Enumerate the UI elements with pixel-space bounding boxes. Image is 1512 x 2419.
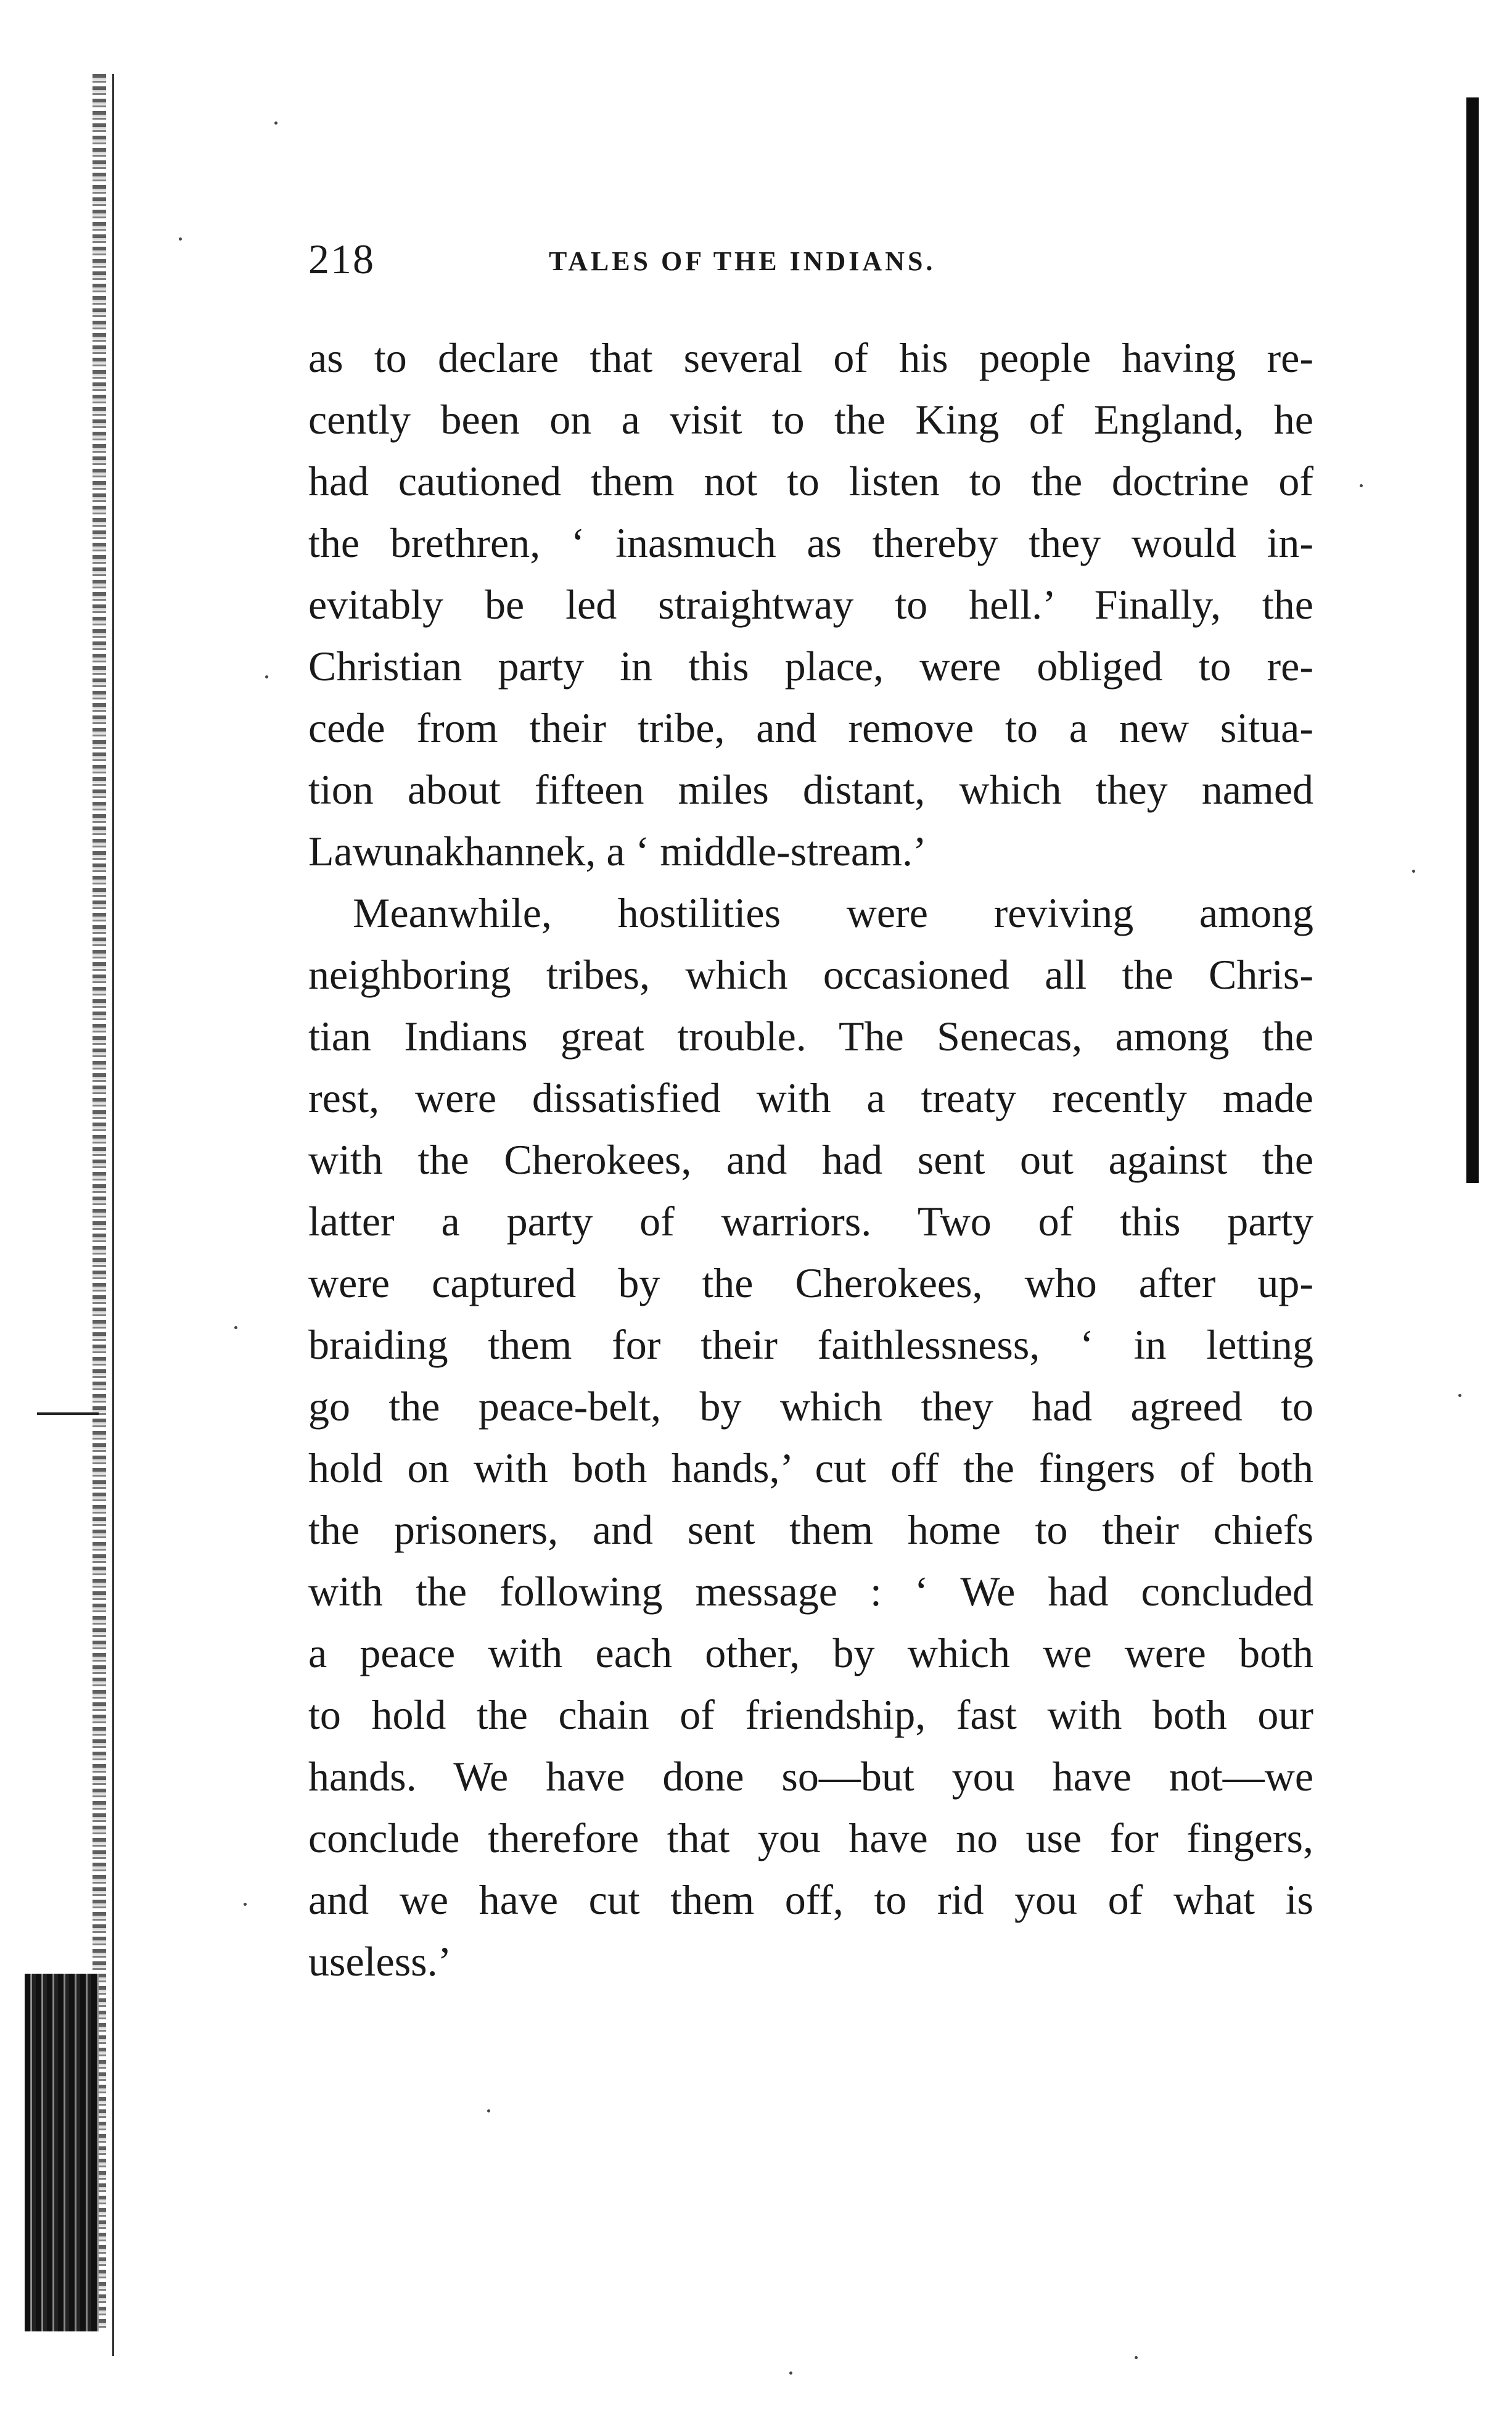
text-line: braiding them for their faithlessness, ‘ in letting: [308, 1321, 1313, 1368]
text-line: with the Cherokees, and had sent out against the: [308, 1136, 1313, 1183]
scan-speck: [1412, 870, 1415, 873]
scan-right-edge-bar: [1466, 97, 1479, 1183]
text-line: latter a party of warriors. Two of this party: [308, 1198, 1313, 1245]
scan-binding-line: [112, 74, 114, 2356]
scan-speck: [1458, 1394, 1461, 1397]
running-head: TALES OF THE INDIANS.: [549, 246, 936, 276]
scan-margin-mark: [37, 1412, 99, 1415]
text-line: had cautioned them not to listen to the doctrine of: [308, 458, 1313, 505]
scan-speck: [244, 1903, 247, 1906]
text-line: Lawunakhannek, a ‘ middle-stream.’: [308, 828, 927, 875]
text-line: conclude therefore that you have no use for fingers,: [308, 1815, 1313, 1861]
text-line: cently been on a visit to the King of England, he: [308, 396, 1313, 443]
text-line: a peace with each other, by which we were both: [308, 1630, 1313, 1676]
scan-binding-shadow: [25, 1974, 99, 2331]
body-text: [308, 327, 1313, 1992]
scan-speck: [1135, 2356, 1138, 2359]
text-line: evitably be led straightway to hell.’ Finally, the: [308, 581, 1313, 628]
text-line: useless.’: [308, 1938, 452, 1985]
page-header: [308, 234, 1320, 284]
paragraph: [308, 882, 1313, 1992]
text-line: the brethren, ‘ inasmuch as thereby they would in-: [308, 519, 1313, 566]
text-line: Christian party in this place, were obliged to re-: [308, 643, 1313, 690]
text-line: Meanwhile, hostilities were reviving among: [353, 889, 1313, 936]
text-line: hands. We have done so—but you have not—we: [308, 1753, 1313, 1800]
text-line: rest, were dissatisfied with a treaty recently made: [308, 1074, 1313, 1121]
text-line: to hold the chain of friendship, fast with both our: [308, 1691, 1313, 1738]
scan-speck: [1360, 484, 1363, 487]
text-line: and we have cut them off, to rid you of what is: [308, 1876, 1313, 1923]
scan-speck: [179, 237, 182, 241]
page-number: 218: [308, 236, 375, 282]
scan-speck: [789, 2372, 792, 2375]
text-line: hold on with both hands,’ cut off the fingers of both: [308, 1444, 1313, 1491]
text-line: go the peace-belt, by which they had agreed to: [308, 1383, 1313, 1430]
scan-speck: [234, 1326, 237, 1329]
scan-speck: [274, 122, 277, 125]
text-line: the prisoners, and sent them home to their chiefs: [308, 1506, 1313, 1553]
text-line: with the following message : ‘ We had concluded: [308, 1568, 1313, 1615]
text-line: tian Indians great trouble. The Senecas, among the: [308, 1013, 1313, 1060]
scan-speck: [265, 675, 268, 678]
text-line: neighboring tribes, which occasioned all the Chris-: [308, 951, 1313, 998]
text-line: were captured by the Cherokees, who after up-: [308, 1259, 1313, 1306]
text-line: tion about fifteen miles distant, which they named: [308, 766, 1313, 813]
text-line: cede from their tribe, and remove to a new situa-: [308, 704, 1313, 751]
paragraph: [308, 327, 1313, 882]
scan-speck: [487, 2109, 490, 2112]
text-line: as to declare that several of his people having re-: [308, 334, 1313, 381]
